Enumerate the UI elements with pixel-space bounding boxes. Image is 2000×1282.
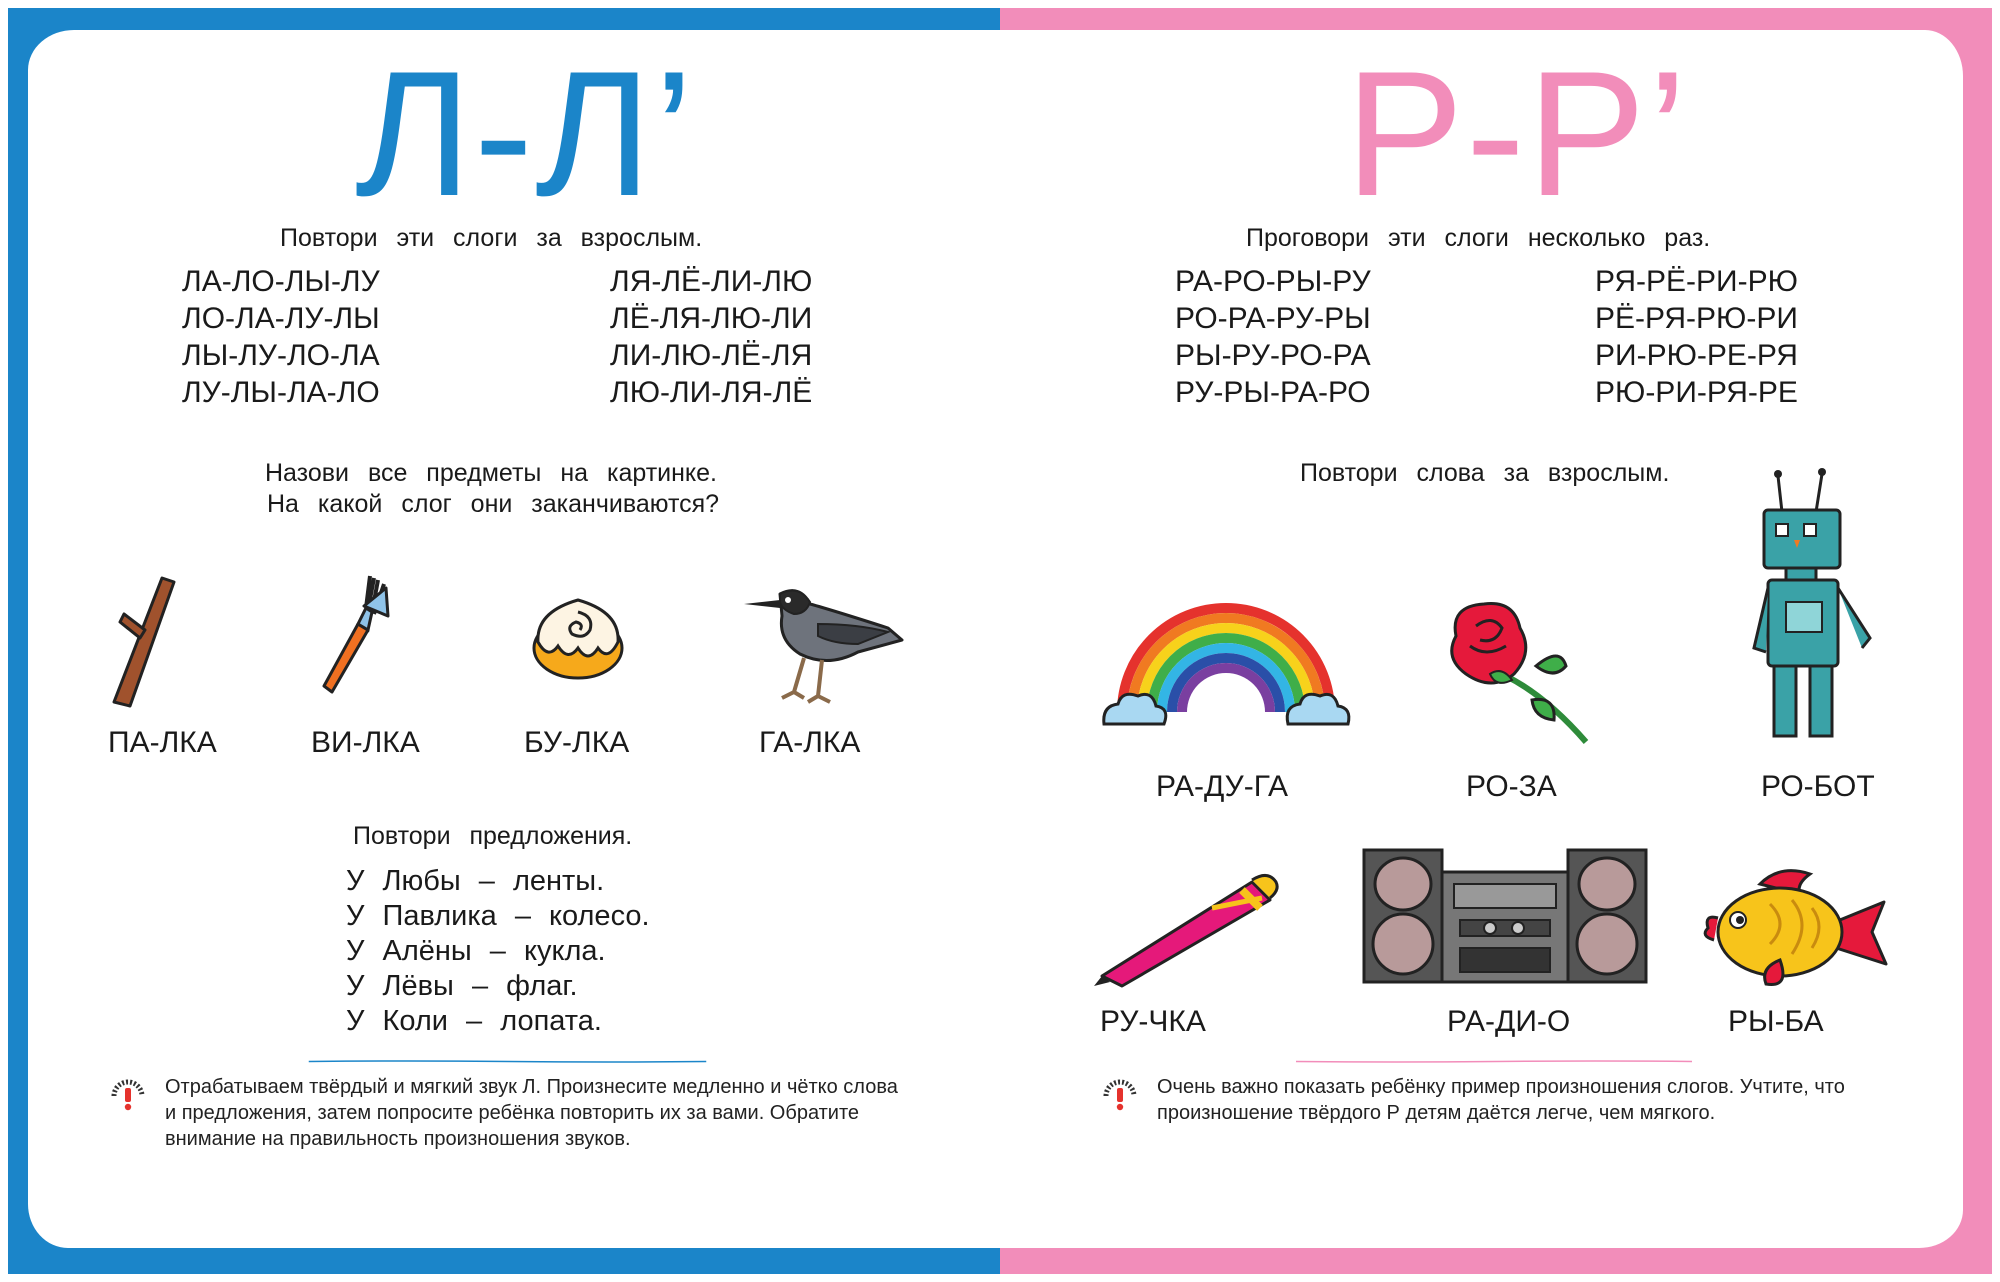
syllable-row: ЛУ-ЛЫ-ЛА-ЛО bbox=[182, 376, 380, 409]
right-instruction-words: Повтори слова за взрослым. bbox=[1300, 459, 1670, 487]
left-adult-note: Отрабатываем твёрдый и мягкий звук Л. Произнесите медленно и чётко слова и предложения, затем попросите ребёнка повторить их за вами. Обратите внимание на правильность произношения звуков. bbox=[165, 1076, 898, 1150]
syllable-row: ЛА-ЛО-ЛЫ-ЛУ bbox=[182, 265, 380, 298]
syllable-row: РИ-РЮ-РЕ-РЯ bbox=[1595, 339, 1798, 372]
bun-icon bbox=[528, 590, 628, 682]
left-instruction-pictures-2: На какой слог они заканчиваются? bbox=[267, 490, 720, 518]
syllable-row: ЛЮ-ЛИ-ЛЯ-ЛЁ bbox=[610, 376, 813, 409]
for-adults-badge-icon bbox=[108, 1074, 148, 1114]
stick-icon bbox=[100, 572, 190, 710]
for-adults-badge-icon bbox=[1100, 1074, 1140, 1114]
right-instruction-syllables: Проговори эти слоги несколько раз. bbox=[1246, 224, 1711, 252]
robot-icon bbox=[1752, 468, 1882, 758]
right-syllables-column-2 bbox=[1595, 263, 1798, 411]
syllable-row: РУ-РЫ-РА-РО bbox=[1175, 376, 1371, 409]
syllable-row: ЛЯ-ЛЁ-ЛИ-ЛЮ bbox=[610, 265, 813, 298]
left-divider bbox=[110, 1060, 905, 1063]
syllable-row: ЛО-ЛА-ЛУ-ЛЫ bbox=[182, 302, 380, 335]
left-title: Л-Л’ bbox=[355, 34, 696, 233]
syllable-row: РЯ-РЁ-РИ-РЮ bbox=[1595, 265, 1798, 298]
jackdaw-icon bbox=[738, 580, 908, 705]
syllable-row: ЛЁ-ЛЯ-ЛЮ-ЛИ bbox=[610, 302, 813, 335]
picture-label: РА-ДИ-О bbox=[1447, 1005, 1571, 1038]
picture-label: ГА-ЛКА bbox=[759, 726, 861, 759]
sentence-row: У Лёвы – флаг. bbox=[346, 970, 578, 1002]
right-title: Р-Р’ bbox=[1345, 34, 1690, 233]
rose-icon bbox=[1436, 596, 1596, 746]
syllable-row: ЛИ-ЛЮ-ЛЁ-ЛЯ bbox=[610, 339, 813, 372]
picture-label: РО-ЗА bbox=[1466, 770, 1557, 803]
sentence-row: У Коли – лопата. bbox=[346, 1005, 602, 1037]
sentence-row: У Алёны – кукла. bbox=[346, 935, 606, 967]
left-instruction-sentences: Повтори предложения. bbox=[353, 822, 633, 850]
syllable-row: РЮ-РИ-РЯ-РЕ bbox=[1595, 376, 1798, 409]
left-sentences bbox=[346, 864, 650, 1039]
left-instruction-syllables: Повтори эти слоги за взрослым. bbox=[280, 224, 703, 252]
right-syllables-column-1 bbox=[1175, 263, 1371, 411]
picture-label: РУ-ЧКА bbox=[1100, 1005, 1206, 1038]
syllable-row: РО-РА-РУ-РЫ bbox=[1175, 302, 1371, 335]
picture-label: БУ-ЛКА bbox=[524, 726, 630, 759]
left-syllables-column-1 bbox=[182, 263, 380, 411]
syllable-row: ЛЫ-ЛУ-ЛО-ЛА bbox=[182, 339, 380, 372]
syllable-row: РА-РО-РЫ-РУ bbox=[1175, 265, 1371, 298]
sentence-row: У Павлика – колесо. bbox=[346, 900, 650, 932]
syllable-row: РЫ-РУ-РО-РА bbox=[1175, 339, 1371, 372]
left-syllables-column-2 bbox=[610, 263, 812, 411]
left-instruction-pictures-1: Назови все предметы на картинке. bbox=[265, 459, 718, 487]
fork-icon bbox=[318, 568, 398, 698]
sentence-row: У Любы – ленты. bbox=[346, 865, 605, 897]
syllable-row: РЁ-РЯ-РЮ-РИ bbox=[1595, 302, 1798, 335]
pen-icon bbox=[1092, 868, 1282, 988]
right-divider bbox=[1098, 1060, 1890, 1063]
right-adult-note: Очень важно показать ребёнку пример произношения слогов. Учтите, что произношение твёрдого Р детям даётся легче, чем мягкого. bbox=[1157, 1076, 1845, 1124]
picture-label: РЫ-БА bbox=[1728, 1005, 1824, 1038]
rainbow-icon bbox=[1098, 594, 1354, 734]
picture-label: РО-БОТ bbox=[1761, 770, 1875, 803]
stereo-icon bbox=[1362, 840, 1648, 990]
picture-label: ПА-ЛКА bbox=[108, 726, 217, 759]
fish-icon bbox=[1700, 864, 1890, 994]
picture-label: РА-ДУ-ГА bbox=[1156, 770, 1288, 803]
picture-label: ВИ-ЛКА bbox=[311, 726, 420, 759]
